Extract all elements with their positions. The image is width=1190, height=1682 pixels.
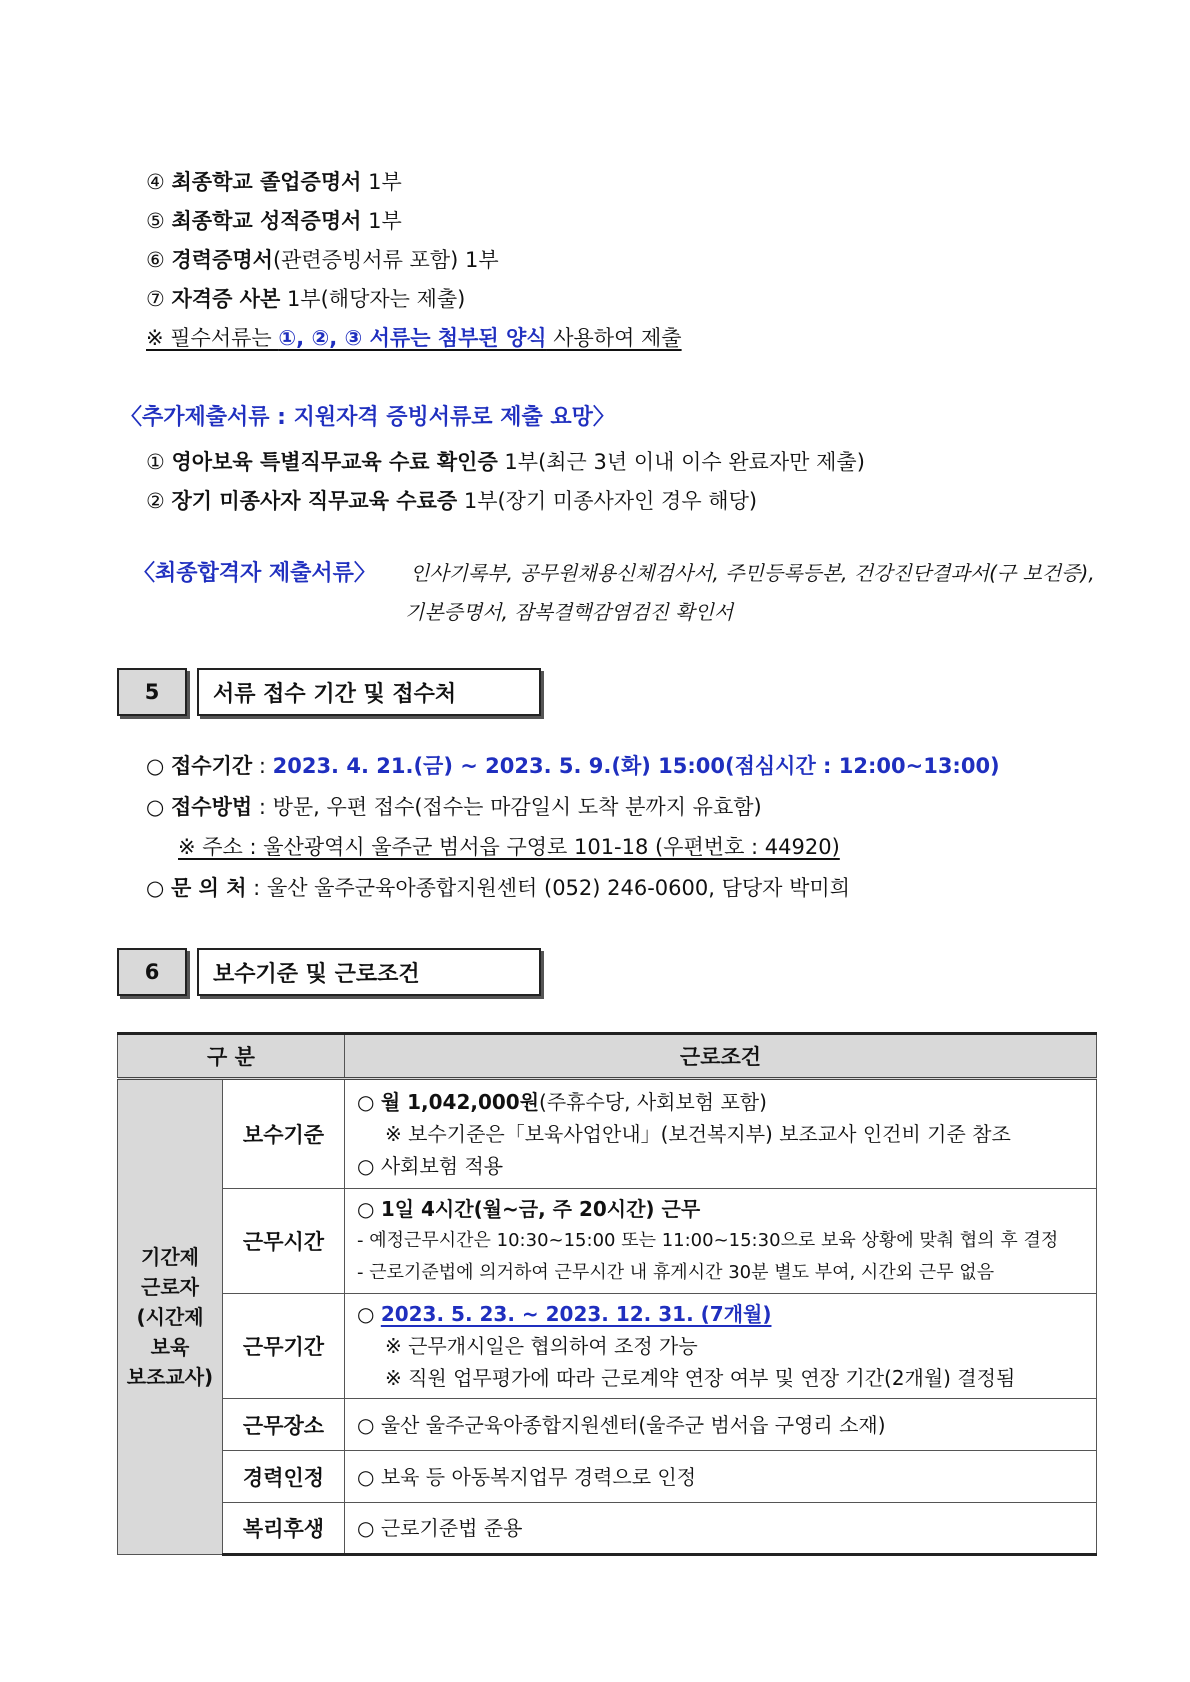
pay-label: 보수기준 [223, 1079, 345, 1189]
reception-period: ○ 접수기간 : 2023. 4. 21.(금) ~ 2023. 5. 9.(화) 15:00(점심시간 : 12:00~13:00) [146, 754, 1000, 778]
circle-bullet-icon: ○ [357, 1197, 375, 1221]
doc-item-7: ⑦ 자격증 사본 1부(해당자는 제출) [146, 287, 466, 311]
table-row [118, 1503, 1097, 1555]
table-row [118, 1189, 1097, 1294]
circle-bullet-icon: ○ [146, 795, 165, 819]
section-number: 5 [117, 668, 187, 716]
doc-item-6: ⑥ 경력증명서(관련증빙서류 포함) 1부 [146, 248, 499, 272]
doc-item-5: ⑤ 최종학교 성적증명서 1부 [146, 209, 402, 233]
table-row [118, 1451, 1097, 1503]
hours-cell: ○ 1일 4시간(월~금, 주 20시간) 근무 - 예정근무시간은 10:30~15:00 또는 11:00~15:30으로 보육 상황에 맞춰 협의 후 결정 - 근로기준법에 의거하여 근무시간 내 휴게시간 30분 별도 부여, 시간외 근무 없음 [345, 1189, 1097, 1294]
circle-bullet-icon: ○ [357, 1302, 375, 1326]
section-5-header [117, 668, 541, 716]
section-title: 서류 접수 기간 및 접수처 [197, 668, 541, 716]
period-label: 근무기간 [223, 1294, 345, 1399]
pay-cell: ○ 월 1,042,000원(주휴수당, 사회보험 포함) ※ 보수기준은「보육사업안내」(보건복지부) 보조교사 인건비 기준 참조 ○ 사회보험 적용 [345, 1079, 1097, 1189]
welfare-label: 복리후생 [223, 1503, 345, 1555]
final-docs-line2: 기본증명서, 잠복결핵감염검진 확인서 [405, 600, 734, 624]
circle-bullet-icon: ○ [357, 1090, 375, 1114]
circle-bullet-icon: ○ [146, 754, 165, 778]
final-docs-line1: 인사기록부, 공무원채용신체검사서, 주민등록등본, 건강진단결과서(구 보건증), [410, 561, 1095, 585]
place-cell: ○ 울산 울주군육아종합지원센터(울주군 범서읍 구영리 소재) [345, 1399, 1097, 1451]
reception-method: ○ 접수방법 : 방문, 우편 접수(접수는 마감일시 도착 분까지 유효함) [146, 795, 762, 819]
career-cell: ○ 보육 등 아동복지업무 경력으로 인정 [345, 1451, 1097, 1503]
required-docs-note: ※ 필수서류는 ①, ②, ③ 서류는 첨부된 양식 사용하여 제출 [146, 326, 682, 350]
category-cell: 기간제 근로자 (시간제 보육 보조교사) [118, 1079, 223, 1555]
reception-address: ※ 주소 : 울산광역시 울주군 범서읍 구영로 101-18 (우편번호 : 44920) [178, 835, 840, 859]
circle-bullet-icon: ○ [146, 876, 165, 900]
circle-bullet-icon: ○ [357, 1412, 375, 1437]
section-number: 6 [117, 948, 187, 996]
header-category: 구 분 [118, 1034, 345, 1079]
table-row [118, 1399, 1097, 1451]
final-docs-heading: 〈최종합격자 제출서류〉 [133, 561, 376, 586]
career-label: 경력인정 [223, 1451, 345, 1503]
period-cell: ○ 2023. 5. 23. ~ 2023. 12. 31. (7개월) ※ 근무개시일은 협의하여 조정 가능 ※ 직원 업무평가에 따라 근로계약 연장 여부 및 연장 기간(2개월) 결정됨 [345, 1294, 1097, 1399]
welfare-cell: ○ 근로기준법 준용 [345, 1503, 1097, 1555]
circle-bullet-icon: ○ [357, 1154, 375, 1178]
hours-label: 근무시간 [223, 1189, 345, 1294]
table-header-row [118, 1034, 1097, 1079]
table-row [118, 1079, 1097, 1189]
circle-bullet-icon: ○ [357, 1516, 375, 1540]
doc-item-4: ④ 최종학교 졸업증명서 1부 [146, 170, 402, 194]
contact: ○ 문 의 처 : 울산 울주군육아종합지원센터 (052) 246-0600, 담당자 박미희 [146, 876, 850, 900]
circle-bullet-icon: ○ [357, 1464, 375, 1489]
place-label: 근무장소 [223, 1399, 345, 1451]
section-title: 보수기준 및 근로조건 [197, 948, 541, 996]
section-6-header [117, 948, 541, 996]
working-conditions-table [117, 1032, 1097, 1556]
additional-item-2: ② 장기 미종사자 직무교육 수료증 1부(장기 미종사자인 경우 해당) [146, 489, 758, 513]
header-condition: 근로조건 [345, 1034, 1097, 1079]
additional-item-1: ① 영아보육 특별직무교육 수료 확인증 1부(최근 3년 이내 이수 완료자만 제출) [146, 450, 865, 474]
table-row [118, 1294, 1097, 1399]
additional-docs-heading: 〈추가제출서류 : 지원자격 증빙서류로 제출 요망〉 [120, 405, 615, 430]
